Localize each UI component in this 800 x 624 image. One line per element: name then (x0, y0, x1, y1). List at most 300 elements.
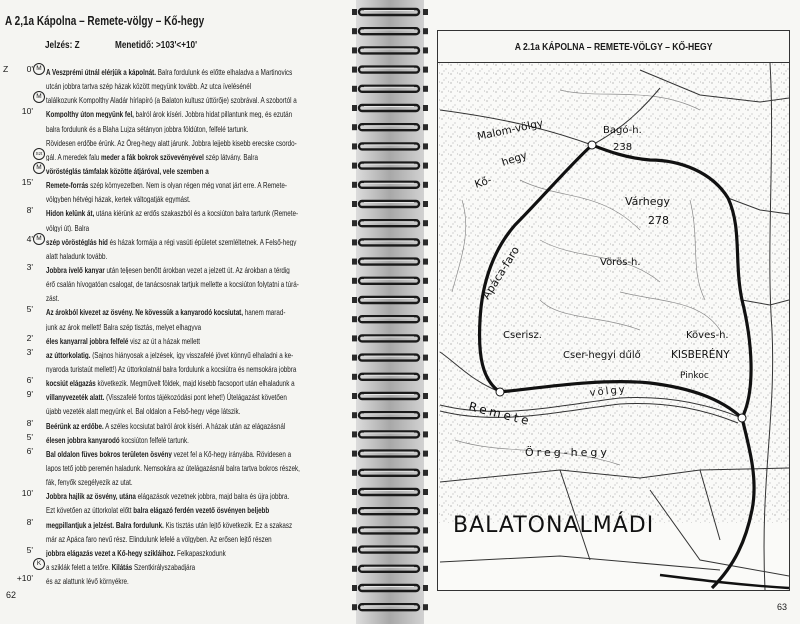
map-label-varhegy: Várhegy (625, 195, 670, 208)
binding-hole (352, 220, 357, 226)
margin-marker (0, 500, 45, 514)
line-text (46, 458, 354, 472)
binding-hole (352, 47, 357, 53)
text-line (0, 331, 355, 345)
binding-hole (423, 585, 428, 591)
text-segment: utána kiérünk az erdős szakaszból és a kocsiúton balra tartunk (Remete- (94, 208, 299, 218)
binding-hole (423, 527, 428, 533)
text-line (0, 444, 355, 458)
text-segment: szép környezetben. Nem is olyan régen még vonat járt erre. A Remete- (88, 180, 287, 190)
page-number-right: 63 (777, 602, 788, 612)
line-text (46, 317, 354, 331)
ring-wire (359, 412, 419, 418)
margin-marker (0, 189, 45, 203)
segment-time: 6' (26, 445, 33, 456)
binding-hole (352, 316, 357, 322)
spiral-ring (352, 67, 428, 73)
binding-hole (423, 355, 428, 361)
line-text-inner (46, 560, 195, 571)
ring-wire (359, 259, 419, 265)
line-text (46, 515, 354, 529)
route-map (438, 63, 789, 590)
text-line (0, 218, 355, 232)
circled-symbol-icon: M (33, 162, 45, 174)
text-line (0, 302, 355, 316)
text-segment: érő csalán hívogatóan csalogat, de tanácsosnak tartjuk mellette a kocsiúton folytatni a túrá- (46, 279, 299, 289)
line-text-inner (46, 390, 287, 401)
margin-marker (0, 529, 45, 543)
margin-marker (0, 359, 45, 373)
binding-hole (423, 86, 428, 92)
line-text (46, 302, 354, 316)
map-label-bago-elevation: 238 (613, 142, 633, 153)
binding-hole (423, 431, 428, 437)
binding-hole (352, 489, 357, 495)
text-line (0, 387, 355, 401)
ring-wire (359, 67, 419, 73)
line-text-inner (46, 235, 296, 246)
line-text (46, 274, 354, 288)
margin-marker (0, 543, 45, 557)
left-page (0, 0, 356, 624)
text-segment: nyaroda turistaút mellett!) Az úttorkolatnál balra fordulunk a kocsiútra és nemsokára jobbra (46, 363, 297, 373)
text-segment: balra fordulunk és a Blaha Lujza sétányon jobbra földúton, felfelé tartunk. (46, 123, 249, 133)
walking-time-label: Menetidő: >103'<+10' (115, 40, 198, 51)
line-text-inner (46, 277, 299, 288)
margin-marker (0, 203, 45, 217)
margin-marker (0, 302, 45, 316)
line-text-inner (46, 489, 289, 500)
spiral-ring (352, 335, 428, 341)
line-text-inner (46, 320, 201, 331)
map-label-bago-h: Bagó-h. (603, 125, 642, 136)
binding-hole (423, 508, 428, 514)
margin-marker (0, 246, 45, 260)
map-label-voros-h: Vörös-h. (600, 257, 641, 268)
text-line (0, 90, 355, 104)
line-text (46, 260, 354, 274)
segment-time: 3' (26, 346, 33, 357)
binding-hole (423, 47, 428, 53)
binding-hole (352, 163, 357, 169)
binding-hole (423, 335, 428, 341)
margin-marker (0, 62, 45, 76)
binding-hole (352, 297, 357, 303)
binding-hole (352, 86, 357, 92)
bold-text-segment: Bal oldalon füves bokros területen ösvény (46, 448, 172, 458)
bold-text-segment: Jobbra ívelő kanyar (46, 264, 105, 274)
segment-time: 8' (26, 516, 33, 527)
margin-marker (0, 119, 45, 133)
binding-hole (423, 201, 428, 207)
text-segment: fák, fenyők szegélyezik az utat. (46, 477, 133, 487)
margin-marker (0, 232, 45, 246)
text-line (0, 345, 355, 359)
line-text (46, 189, 354, 203)
spiral-ring (352, 163, 428, 169)
text-line (0, 133, 355, 147)
segment-time: 9' (26, 389, 33, 400)
margin-marker (0, 147, 45, 161)
text-segment: után teljesen benőtt árokban vezet a jelzett út. Az árokban a térdig (104, 264, 290, 274)
line-text-inner (46, 574, 129, 585)
map-label-cser-hegyi-dulo: Cser-hegyi dűlő (563, 350, 641, 361)
route-marker (496, 388, 504, 396)
map-label-remete: Remete (467, 399, 534, 429)
line-text (46, 90, 354, 104)
margin-marker (0, 345, 45, 359)
segment-time: 3' (26, 261, 33, 272)
line-text-inner (46, 503, 269, 514)
line-text (46, 529, 354, 543)
line-text-inner (46, 65, 292, 76)
line-text (46, 232, 354, 246)
line-text (46, 416, 354, 430)
margin-marker (0, 401, 45, 415)
line-text-inner (46, 122, 248, 133)
margin-marker (0, 218, 45, 232)
text-line (0, 288, 355, 302)
segment-time: 15' (21, 177, 33, 188)
spiral-ring (352, 527, 428, 533)
spiral-ring (352, 355, 428, 361)
line-text (46, 472, 354, 486)
ring-wire (359, 604, 419, 610)
line-text (46, 246, 354, 260)
line-text (46, 500, 354, 514)
line-text-inner (46, 475, 133, 486)
line-text (46, 133, 354, 147)
spiral-ring (352, 105, 428, 111)
spiral-ring (352, 566, 428, 572)
line-text-inner (46, 433, 189, 444)
binding-hole (352, 393, 357, 399)
bold-text-segment: kocsiút elágazás (46, 378, 96, 388)
binding-hole (423, 316, 428, 322)
margin-marker (0, 373, 45, 387)
circled-symbol-icon: Szt (33, 148, 45, 160)
map-label-oreg-hegy: Öreg-hegy (525, 446, 610, 459)
text-segment: vezet fel a Kő-hegy irányába. Rövidesen a (171, 448, 292, 458)
binding-hole (423, 297, 428, 303)
margin-marker (0, 515, 45, 529)
bold-text-segment: Kompolthy úton megyünk fel, (46, 109, 134, 119)
ring-wire (359, 182, 419, 188)
text-segment: hanem marad- (242, 307, 286, 317)
line-text-inner (46, 164, 209, 175)
binding-hole (352, 28, 357, 34)
bold-text-segment: Remete-forrás (46, 180, 89, 190)
ring-wire (359, 278, 419, 284)
spiral-ring (352, 220, 428, 226)
spiral-ring (352, 585, 428, 591)
binding-hole (352, 9, 357, 15)
text-segment: junk az árok mellett! Balra szép tisztás, melyet elhagyva (46, 321, 202, 331)
line-text-inner (46, 79, 251, 90)
binding-hole (352, 201, 357, 207)
page-title: A 2,1a Kápolna – Remete-völgy – Kő-hegy (5, 14, 205, 28)
ring-wire (359, 470, 419, 476)
binding-hole (352, 259, 357, 265)
binding-hole (423, 393, 428, 399)
text-line (0, 147, 355, 161)
ring-wire (359, 489, 419, 495)
line-text (46, 373, 354, 387)
ring-wire (359, 47, 419, 53)
line-text (46, 444, 354, 458)
line-text (46, 331, 354, 345)
segment-time: 5' (26, 544, 33, 555)
binding-hole (423, 412, 428, 418)
binding-hole (423, 163, 428, 169)
spiral-ring (352, 124, 428, 130)
text-segment: szép látvány. Balra (203, 151, 258, 161)
segment-time: 8' (26, 417, 33, 428)
spiral-ring (352, 297, 428, 303)
map-label-kisbereny: KISBERÉNY (671, 349, 730, 361)
bold-text-segment: balra elágazó ferdén vezető ösvényen beljebb (133, 505, 270, 515)
spiral-ring (352, 259, 428, 265)
spiral-ring (352, 604, 428, 610)
line-text-inner (46, 532, 272, 543)
spiral-ring (352, 508, 428, 514)
margin-marker (0, 571, 45, 585)
text-line (0, 416, 355, 430)
margin-marker (0, 416, 45, 430)
spiral-ring (352, 412, 428, 418)
binding-hole (352, 431, 357, 437)
text-line (0, 189, 355, 203)
margin-marker (0, 458, 45, 472)
spiral-ring (352, 47, 428, 53)
bold-text-segment: éles kanyarral jobbra felfelé (46, 335, 129, 345)
binding-hole (423, 451, 428, 457)
line-text-inner (46, 362, 296, 373)
line-text (46, 161, 354, 175)
binding-hole (423, 143, 428, 149)
segment-time: 4' (26, 233, 33, 244)
line-text-inner (46, 334, 200, 345)
line-text (46, 359, 354, 373)
ring-wire (359, 316, 419, 322)
text-line (0, 571, 355, 585)
segment-time: 0' (26, 64, 33, 74)
text-line (0, 119, 355, 133)
binding-hole (352, 124, 357, 130)
binding-hole (352, 335, 357, 341)
binding-hole (423, 28, 428, 34)
ring-wire (359, 28, 419, 34)
text-line (0, 76, 355, 90)
spiral-ring (352, 547, 428, 553)
trail-marking-label: Jelzés: Z (45, 40, 80, 51)
binding-hole (423, 604, 428, 610)
spiral-ring (352, 143, 428, 149)
route-description (0, 62, 355, 585)
text-segment: Ezt követően az úttorkolat előtt (46, 505, 134, 515)
text-line (0, 543, 355, 557)
map-label-koves-h: Köves-h. (686, 330, 729, 341)
margin-marker (0, 486, 45, 500)
binding-hole (423, 182, 428, 188)
ring-wire (359, 527, 419, 533)
bold-text-segment: szép vöröstéglás híd (46, 236, 108, 246)
ring-wire (359, 355, 419, 361)
binding-hole (423, 374, 428, 380)
ring-wire (359, 335, 419, 341)
circled-symbol-icon: K (33, 558, 45, 570)
bold-text-segment: vöröstéglás támfalak közötte átjáróval, vele szemben a (46, 165, 209, 175)
spiral-ring (352, 201, 428, 207)
text-segment: visz az út a házak mellett (128, 335, 201, 345)
margin-marker (0, 175, 45, 189)
ring-wire (359, 105, 419, 111)
line-text-inner (46, 107, 292, 118)
spiral-ring (352, 239, 428, 245)
spiral-ring (352, 451, 428, 457)
line-text-inner (46, 263, 290, 274)
spiral-binding (350, 0, 435, 624)
text-segment: Balra fordulunk és előtte elhaladva a Martinovics (155, 67, 293, 76)
binding-hole (352, 451, 357, 457)
text-line (0, 62, 355, 76)
line-text-inner (46, 376, 295, 387)
line-text-inner (46, 348, 293, 359)
text-line (0, 317, 355, 331)
ring-wire (359, 393, 419, 399)
text-line (0, 486, 355, 500)
spiral-ring (352, 278, 428, 284)
binding-hole (423, 105, 428, 111)
margin-marker (0, 76, 45, 90)
bold-text-segment: jobbra elágazás vezet a Kő-hegy szikláihoz. (46, 547, 176, 557)
circled-symbol-icon: M (33, 63, 45, 75)
text-segment: és az alattunk lévő környékre. (46, 576, 129, 586)
line-text-inner (46, 447, 291, 458)
bold-text-segment: Az árokból kivezet az ösvény. Ne kövessük a kanyarodó kocsiutat, (46, 307, 243, 317)
line-text (46, 104, 354, 118)
ring-wire (359, 566, 419, 572)
margin-marker (0, 161, 45, 175)
margin-marker (0, 331, 45, 345)
text-line (0, 260, 355, 274)
map-label-varhegy-elevation: 278 (648, 214, 669, 227)
binding-hole (352, 182, 357, 188)
map-label-cserisz: Cserisz. (503, 330, 542, 341)
route-marker (738, 414, 746, 422)
text-line (0, 472, 355, 486)
text-line (0, 458, 355, 472)
binding-hole (423, 239, 428, 245)
spiral-ring (352, 374, 428, 380)
binding-hole (352, 143, 357, 149)
line-text-inner (46, 206, 298, 217)
text-line (0, 175, 355, 189)
margin-marker (0, 260, 45, 274)
text-segment: következik. Megművelt földek, majd kisebb facsoport után elhaladunk a (95, 378, 295, 388)
line-text-inner (46, 249, 107, 260)
text-segment: újabb vezeték alatt megyünk el. Bal oldalon a Felső-hegy vége látszik. (46, 406, 241, 416)
line-text-inner (46, 221, 89, 232)
margin-marker (0, 90, 45, 104)
spiral-ring (352, 489, 428, 495)
segment-time: 6' (26, 375, 33, 386)
line-text (46, 543, 354, 557)
text-line (0, 401, 355, 415)
binding-hole (352, 412, 357, 418)
binding-hole (352, 585, 357, 591)
text-segment: Szentkirályszabadjára (132, 561, 196, 571)
route-marker (588, 141, 596, 149)
text-line (0, 274, 355, 288)
binding-hole (423, 259, 428, 265)
line-text-inner (46, 93, 297, 104)
segment-time: 2' (26, 332, 33, 343)
text-line (0, 373, 355, 387)
spiral-ring (352, 9, 428, 15)
ring-wire (359, 239, 419, 245)
circled-symbol-icon: M (33, 233, 45, 245)
segment-time: 10' (21, 488, 33, 499)
line-text (46, 119, 354, 133)
line-text-inner (46, 305, 285, 316)
bold-text-segment: Hidon kelünk át, (46, 208, 95, 218)
text-segment: A széles kocsiutat balról árok kíséri. A házak után az elágazásnál (103, 420, 286, 430)
binding-hole (352, 239, 357, 245)
line-text (46, 288, 354, 302)
segment-time: 5' (26, 304, 33, 315)
ring-wire (359, 297, 419, 303)
ring-wire (359, 9, 419, 15)
binding-hole (352, 470, 357, 476)
line-text (46, 401, 354, 415)
segment-time: +10' (16, 573, 33, 584)
text-segment: (Visszafelé fontos tájékozódási pont lehet!) Útelágazást követően (104, 392, 287, 402)
binding-hole (352, 355, 357, 361)
binding-hole (352, 508, 357, 514)
text-line (0, 430, 355, 444)
line-text (46, 218, 354, 232)
binding-hole (352, 67, 357, 73)
binding-hole (352, 374, 357, 380)
segment-time: 5' (26, 431, 33, 442)
ring-wire (359, 143, 419, 149)
spiral-ring (352, 316, 428, 322)
text-line (0, 104, 355, 118)
line-text (46, 345, 354, 359)
binding-hole (423, 220, 428, 226)
map-title (437, 37, 790, 55)
line-text-inner (46, 150, 258, 161)
ring-wire (359, 547, 419, 553)
line-text (46, 486, 354, 500)
circled-symbol-icon: M (33, 91, 45, 103)
text-line (0, 161, 355, 175)
line-text (46, 62, 354, 76)
line-text-inner (46, 404, 240, 415)
page-number: 62 (6, 590, 17, 600)
bold-text-segment: villanyvezeték alatt. (46, 392, 105, 402)
line-text-inner (46, 546, 226, 557)
ring-wire (359, 163, 419, 169)
margin-marker (0, 274, 45, 288)
text-segment: elágazások vezetnek jobbra, majd balra és újra jobbra. (135, 491, 290, 501)
line-text (46, 387, 354, 401)
map-title-text: A 2.1a KÁPOLNA – REMETE-VÖLGY – KŐ-HEGY (514, 41, 713, 53)
line-text-inner (46, 419, 285, 430)
spiral-ring (352, 28, 428, 34)
margin-marker (0, 472, 45, 486)
